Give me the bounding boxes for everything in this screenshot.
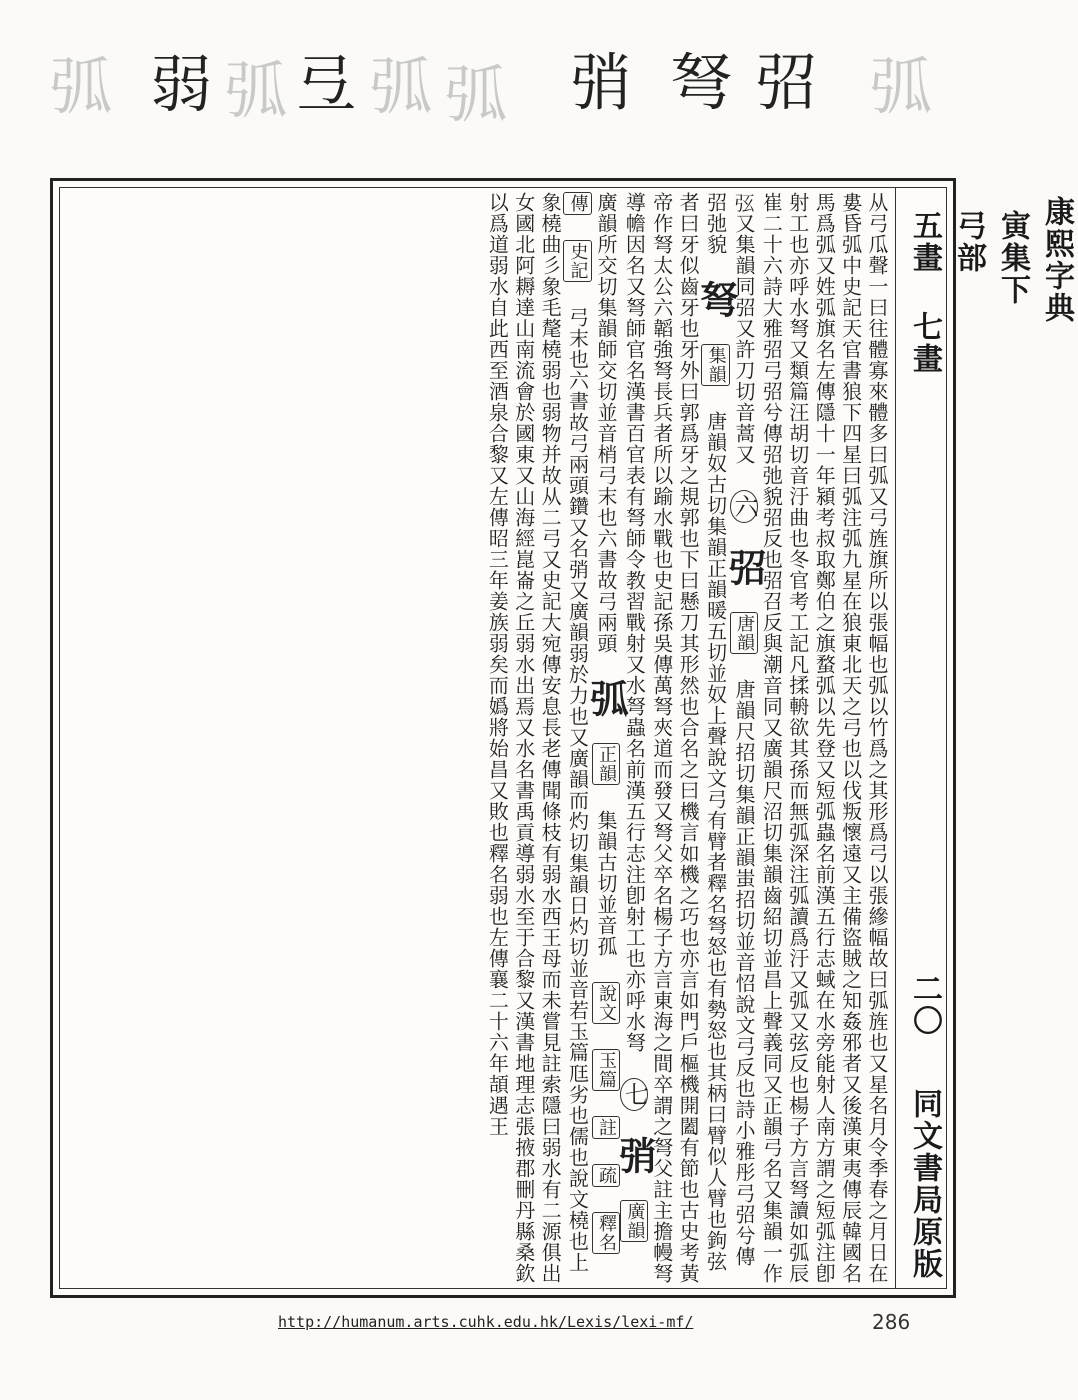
source-tag: 玉篇 <box>592 1049 620 1091</box>
frame-inner-border <box>59 187 1074 1289</box>
faint-seal-glyph: 弧 <box>870 50 933 123</box>
body-text-tail: 弓末也六書故弓兩頭鑽又名弰又廣韻弱於力也又廣韻而灼切集韻日灼切並音若玉篇尫劣也儒也說文橈也上象橈曲彡象毛氂橈弱也弱物并故从二弓又史記大宛傳安息長老傳聞條枝有弱水西王母而未嘗見註索隱曰弱水有二源俱出女國北阿耨達山南流會於國東又山海經崑崙之丘弱水出焉又水名書禹貢導弱水至于合黎又漢書地理志張掖郡刪丹縣桑欽以爲道弱水自此西至酒泉合黎又左傳昭三年姜族弱矣而嬀將始昌又敗也釋名弱也左傳襄二十六年頡遇王 <box>485 192 590 1284</box>
dictionary-title: 康熙字典 <box>1039 196 1074 324</box>
source-tag: 史記 <box>563 240 591 282</box>
body-text-run: 从弓瓜聲一曰往體寡來體多曰弧又弓旌旗所以張幅也弧以竹爲之其形爲弓以張縿幅故曰弧旌也又星名月令季春之月日在婁昏弧中史記天官書狼下四星曰弧注弧九星在狼東北天之弓也以伐叛懷遠又主備盜賊之知姦邪者又後漢東夷傳辰韓國名馬爲弧又姓弧旗名左傳隱十一年潁考叔取鄭伯之旗蝥弧以先登又短弧蟲名前漢五行志蜮在水旁能射人南方謂之短弧注卽射工也亦呼水弩又類篇汪胡切音汙曲也冬官考工記凡揉輈欲其孫而無弧深注弧讀爲汙又弧又弦反也楊子方言弩讀如弧辰崔二十六詩大雅弨弓弨兮傳弨弛貌弨反也弨召反與潮音同又廣韻尺沼切集韻齒紹切並昌上聲義同又正韻弓名又集韻一作𢏁又集韻同弨又許刀切音蒿又 <box>731 192 889 1284</box>
dictionary-page-frame <box>50 178 1074 1298</box>
section-number-marker: 七 <box>620 1078 648 1111</box>
faint-seal-glyph: 弧 <box>225 54 288 127</box>
stroke-count: 五畫 七畫 <box>907 210 942 375</box>
seal-glyph: 弖 <box>295 48 358 121</box>
volume-label: 寅集下 <box>995 210 1030 306</box>
source-tag: 廣韻 <box>620 1200 648 1242</box>
radical-section: 弓部 <box>951 210 986 274</box>
publisher-label: 同文書局原版 <box>907 1088 942 1280</box>
source-tag: 正韻 <box>592 743 620 785</box>
headword: 弧 <box>583 679 629 718</box>
seal-glyph: 弰 <box>570 46 633 119</box>
entry-definition: 廣韻所交切集韻師交切並音梢弓末也六書故弓兩頭 <box>593 192 618 654</box>
source-tag: 註 <box>592 1116 620 1139</box>
seal-glyph: 弨 <box>755 46 818 119</box>
seal-script-strip <box>50 40 960 170</box>
seal-glyph: 弩 <box>670 46 733 119</box>
faint-seal-glyph: 弧 <box>445 58 508 131</box>
faint-seal-glyph: 弧 <box>370 50 433 123</box>
source-tag: 說文 <box>592 982 620 1024</box>
entry-definition: 集韻古切並音孤 <box>593 810 618 957</box>
page-number: 286 <box>872 1310 911 1334</box>
source-tag: 唐韻 <box>730 612 758 654</box>
headword: 弨 <box>721 548 767 587</box>
source-tag: 集韻 <box>701 344 729 386</box>
page-marker: 二〇 <box>907 973 942 1037</box>
running-header <box>895 188 1074 1288</box>
dictionary-body-text <box>60 188 896 1288</box>
headword: 弩 <box>693 280 739 319</box>
source-tag: 疏 <box>592 1164 620 1187</box>
faint-seal-glyph: 弧 <box>50 50 113 123</box>
source-tag: 傳 <box>563 192 591 215</box>
section-number-marker: 六 <box>730 490 758 523</box>
header-top-group <box>902 196 1078 375</box>
source-tag: 釋名 <box>592 1212 620 1254</box>
headword: 弰 <box>612 1136 658 1175</box>
seal-glyph: 弱 <box>150 48 213 121</box>
header-bottom-group <box>902 973 946 1280</box>
entry-definition: 唐韻尺招切集韻正韻蚩招切並音怊說文弓反也詩小雅彤弓弨兮傳弨弛貌 <box>703 192 756 1267</box>
entry-definition: 唐韻奴古切集韻正韻暖五切並奴上聲說文弓有臂者釋名弩怒也有勢怒也其柄曰臂似人臂也鉤弦者曰牙似齒牙也牙外曰郭爲牙之規郭也下曰懸刀其形然也合名之曰機言如機之巧也亦言如門戶樞機開闔有節也古史考黃帝作弩太公六韜強弩長兵者所以踰水戰也史記孫吳傳萬弩夾道而發又弩父卒名楊子方言東海之間卒謂之弩父註主擔幔弩導幨因名又弩師官名漢書百官表有弩師令教習戰射又水弩蟲名前漢五行志注卽射工也亦呼水弩 <box>622 192 728 1284</box>
source-url-link[interactable]: http://humanum.arts.cuhk.edu.hk/Lexis/lexi-mf/ <box>278 1313 694 1331</box>
